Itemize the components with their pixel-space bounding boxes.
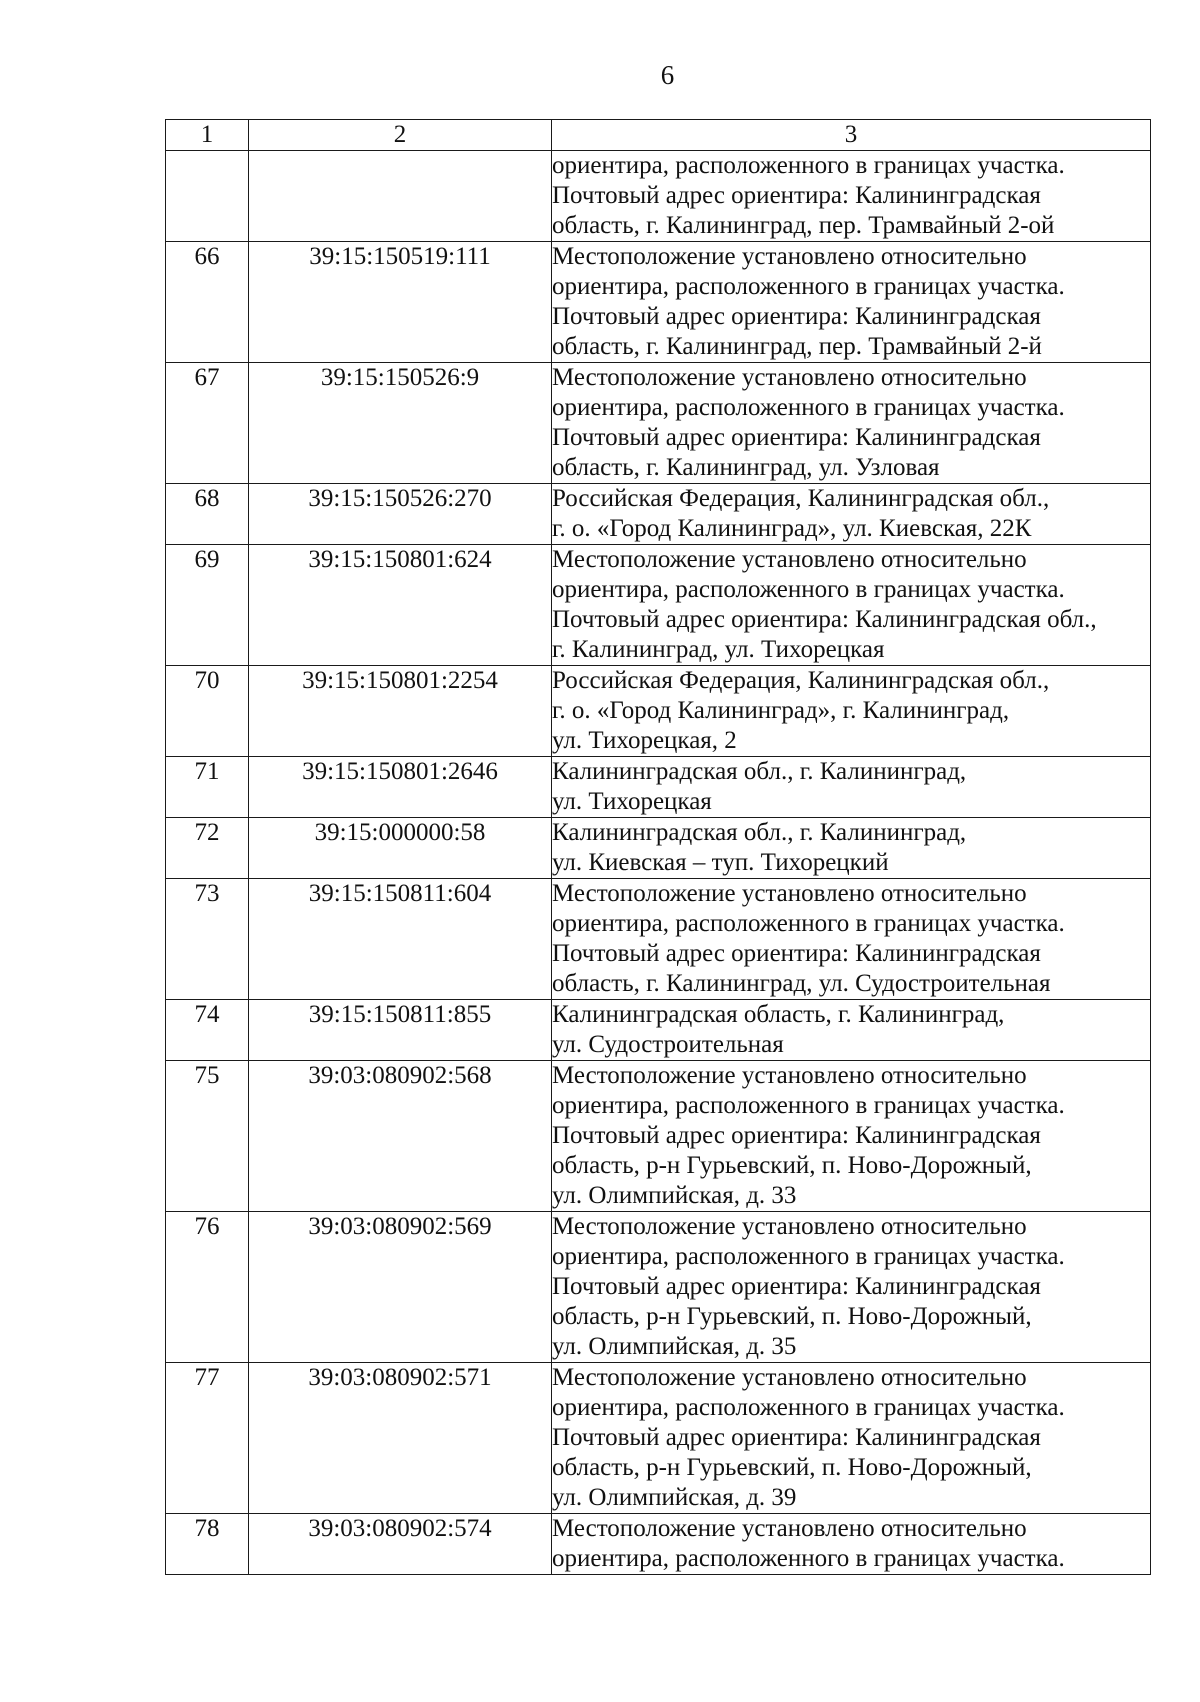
address-line: ориентира, расположенного в границах участка.: [552, 273, 1065, 300]
address-line: Почтовый адрес ориентира: Калининградская: [552, 182, 1041, 209]
cadastral-number: 39:15:150801:2646: [249, 757, 552, 818]
address-line: ул. Олимпийская, д. 35: [552, 1333, 797, 1360]
cadastral-number: 39:15:150811:604: [249, 879, 552, 1000]
cadastral-number: 39:15:150526:9: [249, 363, 552, 484]
address-line: ул. Тихорецкая: [552, 788, 712, 815]
address-line: Местоположение установлено относительно: [552, 243, 1027, 270]
address-line: область, г. Калининград, ул. Судостроительная: [552, 970, 1051, 997]
address-line: Местоположение установлено относительно: [552, 546, 1027, 573]
address-line: г. о. «Город Калининград», ул. Киевская, 22К: [552, 515, 1032, 542]
table-row: [166, 242, 1151, 363]
cadastral-number: [249, 151, 552, 242]
table-header-row: [166, 120, 1151, 151]
address-line: Калининградская область, г. Калининград,: [552, 1001, 1005, 1028]
cadastral-number: 39:15:150519:111: [249, 242, 552, 363]
address-line: ул. Тихорецкая, 2: [552, 727, 737, 754]
address-line: г. Калининград, ул. Тихорецкая: [552, 636, 885, 663]
address-cell: [552, 879, 1151, 1000]
row-number: 71: [166, 757, 249, 818]
address-line: Почтовый адрес ориентира: Калининградская: [552, 940, 1041, 967]
address-cell: [552, 1061, 1151, 1212]
address-line: Калининградская обл., г. Калининград,: [552, 819, 967, 846]
address-line: ориентира, расположенного в границах участка.: [552, 1394, 1065, 1421]
table-row: [166, 818, 1151, 879]
cadastral-number: 39:15:000000:58: [249, 818, 552, 879]
address-line: Местоположение установлено относительно: [552, 364, 1027, 391]
table-row: [166, 1514, 1151, 1575]
address-line: Калининградская обл., г. Калининград,: [552, 758, 967, 785]
page-number: 6: [660, 60, 675, 90]
table-row: [166, 1000, 1151, 1061]
address-cell: [552, 818, 1151, 879]
address-line: область, г. Калининград, пер. Трамвайный 2-й: [552, 333, 1042, 360]
table-row: [166, 1061, 1151, 1212]
row-number: 73: [166, 879, 249, 1000]
cadastral-number: 39:03:080902:571: [249, 1363, 552, 1514]
address-line: ул. Киевская – туп. Тихорецкий: [552, 849, 889, 876]
table-row: [166, 879, 1151, 1000]
address-line: Почтовый адрес ориентира: Калининградская: [552, 1273, 1041, 1300]
address-line: ориентира, расположенного в границах участка.: [552, 1092, 1065, 1119]
table-row: [166, 151, 1151, 242]
address-line: Почтовый адрес ориентира: Калининградская: [552, 303, 1041, 330]
cadastral-number: 39:15:150526:270: [249, 484, 552, 545]
address-line: Почтовый адрес ориентира: Калининградская: [552, 1122, 1041, 1149]
address-line: ориентира, расположенного в границах участка.: [552, 394, 1065, 421]
cadastral-number: 39:03:080902:568: [249, 1061, 552, 1212]
address-line: Местоположение установлено относительно: [552, 1364, 1027, 1391]
address-line: ул. Олимпийская, д. 39: [552, 1484, 797, 1511]
address-line: Почтовый адрес ориентира: Калининградская обл.,: [552, 606, 1097, 633]
address-cell: [552, 151, 1151, 242]
address-line: область, р-н Гурьевский, п. Ново-Дорожный,: [552, 1152, 1032, 1179]
address-cell: [552, 1514, 1151, 1575]
row-number: 68: [166, 484, 249, 545]
row-number: 77: [166, 1363, 249, 1514]
row-number: 66: [166, 242, 249, 363]
cadastral-number: 39:15:150801:2254: [249, 666, 552, 757]
column-header-cadastral: 2: [249, 120, 552, 151]
row-number: 78: [166, 1514, 249, 1575]
row-number: [166, 151, 249, 242]
column-header-address: 3: [552, 120, 1151, 151]
address-line: г. о. «Город Калининград», г. Калининград,: [552, 697, 1010, 724]
row-number: 69: [166, 545, 249, 666]
address-line: Почтовый адрес ориентира: Калининградская: [552, 424, 1041, 451]
table-row: [166, 666, 1151, 757]
address-line: область, г. Калининград, пер. Трамвайный 2-ой: [552, 212, 1055, 239]
row-number: 75: [166, 1061, 249, 1212]
address-line: Почтовый адрес ориентира: Калининградская: [552, 1424, 1041, 1451]
table-row: [166, 484, 1151, 545]
address-cell: [552, 666, 1151, 757]
address-line: область, р-н Гурьевский, п. Ново-Дорожный,: [552, 1303, 1032, 1330]
address-cell: [552, 363, 1151, 484]
address-line: Российская Федерация, Калининградская обл.,: [552, 667, 1050, 694]
address-cell: [552, 1000, 1151, 1061]
address-line: Местоположение установлено относительно: [552, 1515, 1027, 1542]
row-number: 72: [166, 818, 249, 879]
address-cell: [552, 1363, 1151, 1514]
address-line: Местоположение установлено относительно: [552, 1213, 1027, 1240]
cadastral-number: 39:03:080902:574: [249, 1514, 552, 1575]
address-cell: [552, 242, 1151, 363]
cadastral-number: 39:03:080902:569: [249, 1212, 552, 1363]
address-line: Российская Федерация, Калининградская обл.,: [552, 485, 1050, 512]
address-line: ориентира, расположенного в границах участка.: [552, 576, 1065, 603]
table-body: [166, 151, 1151, 1575]
address-line: область, р-н Гурьевский, п. Ново-Дорожный,: [552, 1454, 1032, 1481]
address-line: Местоположение установлено относительно: [552, 1062, 1027, 1089]
address-cell: [552, 757, 1151, 818]
address-line: ориентира, расположенного в границах участка.: [552, 1545, 1065, 1572]
row-number: 70: [166, 666, 249, 757]
table-row: [166, 363, 1151, 484]
table-row: [166, 545, 1151, 666]
address-line: ориентира, расположенного в границах участка.: [552, 910, 1065, 937]
row-number: 74: [166, 1000, 249, 1061]
address-line: ул. Судостроительная: [552, 1031, 784, 1058]
row-number: 76: [166, 1212, 249, 1363]
address-cell: [552, 1212, 1151, 1363]
address-line: ул. Олимпийская, д. 33: [552, 1182, 797, 1209]
address-line: ориентира, расположенного в границах участка.: [552, 1243, 1065, 1270]
address-line: Местоположение установлено относительно: [552, 880, 1027, 907]
table-row: [166, 1212, 1151, 1363]
cadastral-number: 39:15:150801:624: [249, 545, 552, 666]
row-number: 67: [166, 363, 249, 484]
land-plot-table: [165, 119, 1151, 1575]
table-row: [166, 757, 1151, 818]
address-cell: [552, 545, 1151, 666]
column-header-number: 1: [166, 120, 249, 151]
cadastral-number: 39:15:150811:855: [249, 1000, 552, 1061]
table-row: [166, 1363, 1151, 1514]
address-line: ориентира, расположенного в границах участка.: [552, 152, 1065, 179]
address-line: область, г. Калининград, ул. Узловая: [552, 454, 940, 481]
address-cell: [552, 484, 1151, 545]
